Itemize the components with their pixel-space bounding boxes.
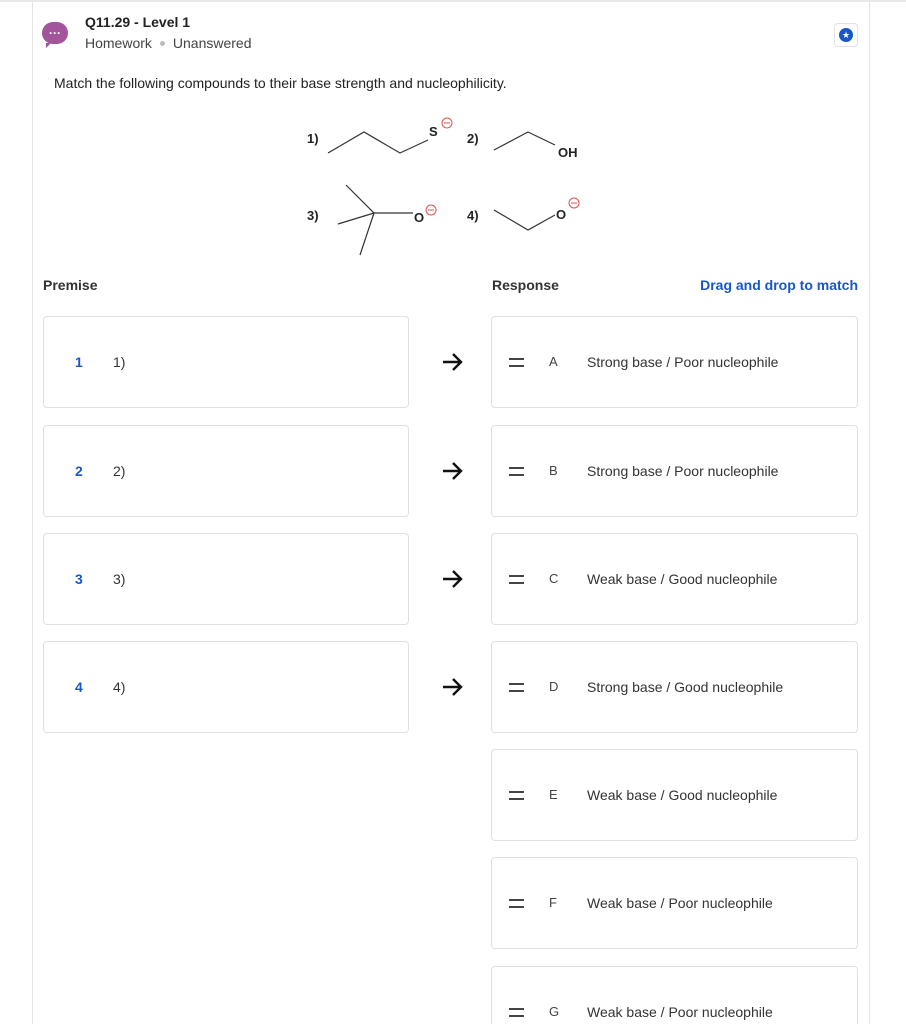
response-text: Strong base / Poor nucleophile: [587, 463, 779, 479]
premise-label: 1): [113, 354, 126, 370]
drag-handle-icon[interactable]: [509, 1008, 524, 1017]
response-text: Weak base / Poor nucleophile: [587, 1004, 773, 1020]
structure-4-atom: O: [556, 207, 567, 222]
drag-handle-icon[interactable]: [509, 791, 524, 800]
structure-label-3: 3): [307, 208, 319, 223]
question-subtitle: [85, 35, 252, 51]
premise-heading: Premise: [43, 277, 98, 293]
response-item-d[interactable]: [491, 641, 858, 733]
drag-handle-icon[interactable]: [509, 683, 524, 692]
response-letter: G: [549, 1004, 560, 1019]
premise-item-2[interactable]: [43, 425, 409, 517]
structure-1-chain: [328, 132, 428, 153]
response-text: Weak base / Good nucleophile: [587, 787, 778, 803]
structure-2-atom: OH: [558, 145, 578, 160]
premise-item-1[interactable]: [43, 316, 409, 408]
response-letter: E: [549, 787, 558, 802]
response-item-g[interactable]: [491, 966, 858, 1024]
drag-handle-icon[interactable]: [509, 899, 524, 908]
compound-structures: [290, 110, 610, 260]
star-badge-button[interactable]: [834, 23, 858, 47]
response-item-a[interactable]: [491, 316, 858, 408]
response-item-b[interactable]: [491, 425, 858, 517]
structure-label-2: 2): [467, 131, 479, 146]
arrow-right-icon: [440, 460, 466, 482]
response-item-e[interactable]: [491, 749, 858, 841]
response-text: Weak base / Poor nucleophile: [587, 895, 773, 911]
question-status: Unanswered: [172, 35, 252, 51]
arrow-right-icon: [440, 676, 466, 698]
response-text: Strong base / Poor nucleophile: [587, 354, 779, 370]
premise-number: 4: [75, 679, 83, 695]
premise-number: 3: [75, 571, 83, 587]
drag-handle-icon[interactable]: [509, 467, 524, 476]
premise-label: 2): [113, 463, 126, 479]
structure-4-chain: [494, 210, 555, 230]
response-item-f[interactable]: [491, 857, 858, 949]
arrow-right-icon: [440, 351, 466, 373]
structure-2-chain: [494, 132, 555, 150]
response-letter: F: [549, 895, 557, 910]
structure-1-atom: S: [429, 124, 438, 139]
response-item-c[interactable]: [491, 533, 858, 625]
response-letter: B: [549, 463, 558, 478]
drag-handle-icon[interactable]: [509, 575, 524, 584]
response-letter: D: [549, 679, 559, 694]
arrow-right-icon: [440, 568, 466, 590]
structure-label-4: 4): [467, 208, 479, 223]
premise-number: 2: [75, 463, 83, 479]
question-prompt: Match the following compounds to their base strength and nucleophilicity.: [54, 75, 507, 91]
premise-item-3[interactable]: [43, 533, 409, 625]
premise-number: 1: [75, 354, 83, 370]
structure-3-atom: O: [414, 210, 425, 225]
premise-item-4[interactable]: [43, 641, 409, 733]
star-badge-icon: ★: [839, 28, 853, 42]
premise-label: 4): [113, 679, 126, 695]
question-title: Q11.29 - Level 1: [85, 14, 191, 30]
response-text: Strong base / Good nucleophile: [587, 679, 784, 695]
response-letter: C: [549, 571, 559, 586]
separator-dot: [160, 41, 165, 46]
drag-handle-icon[interactable]: [509, 358, 524, 367]
response-letter: A: [549, 354, 558, 369]
response-text: Weak base / Good nucleophile: [587, 571, 778, 587]
structure-label-1: 1): [307, 131, 319, 146]
chat-bubble-icon[interactable]: ···: [42, 22, 68, 44]
structure-3-chain: [338, 185, 413, 255]
question-category: Homework: [85, 35, 152, 51]
response-heading: Response: [492, 277, 559, 293]
premise-label: 3): [113, 571, 126, 587]
drag-instruction: Drag and drop to match: [700, 277, 858, 293]
